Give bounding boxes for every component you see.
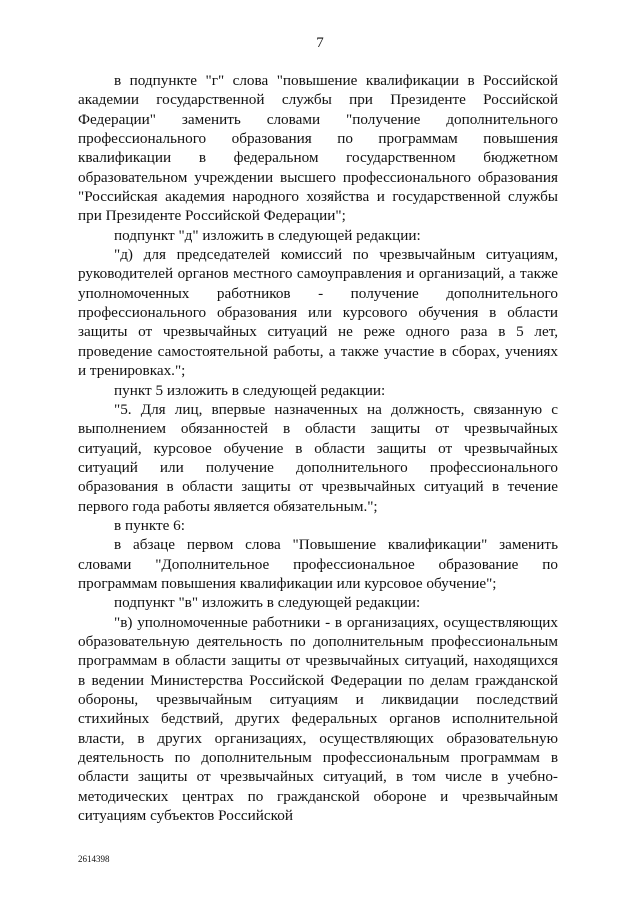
paragraph-subitem-v-text: "в) уполномоченные работники - в организациях, осуществляющих образовательную деятельность по дополнительным профессиональным программам в области защиты от чрезвычайных ситуаций, находящихся в ведении Министерства Российской Федерации по делам гражданской обороны, чрезвычайным ситуациям и ликвидации последствий стихийных бедствий, других федеральных органов исполнительной власти, в других организациях, осуществляющих образовательную деятельность по дополнительным профессиональным программам в области защиты от чрезвычайных ситуаций, в том числе в учебно-методических центрах по гражданской обороне и чрезвычайным ситуациям субъектов Российской bbox=[78, 613, 558, 825]
paragraph-item-5-text: "5. Для лиц, впервые назначенных на должность, связанную с выполнением обязанностей в области защиты от чрезвычайных ситуаций, курсовое обучение в области защиты от чрезвычайных ситуаций или получение дополнительного профессионального образования в области защиты от чрезвычайных ситуаций в течение первого года работы является обязательным."; bbox=[78, 400, 558, 515]
paragraph-subitem-v-intro: подпункт "в" изложить в следующей редакции: bbox=[114, 594, 421, 612]
paragraph-item-6-intro: в пункте 6: bbox=[114, 516, 185, 534]
paragraph-subitem-d-intro: подпункт "д" изложить в следующей редакции: bbox=[114, 226, 421, 244]
document-code: 2614398 bbox=[78, 854, 110, 864]
paragraph-subitem-g-amendment: в подпункте "г" слова "повышение квалификации в Российской академии государственной службы при Президенте Российской Федерации" заменить словами "получение дополнительного профессионального образования по программам повышения квалификации в федеральном государственном бюджетном образовательном учреждении высшего профессионального образования "Российская академия народного хозяйства и государственной службы при Президенте Российской Федерации"; bbox=[78, 72, 558, 225]
paragraph-item-6-first-paragraph: в абзаце первом слова "Повышение квалификации" заменить словами "Дополнительное профессиональное образование по программам повышения квалификации или курсовое обучение"; bbox=[78, 536, 558, 592]
document-body bbox=[78, 71, 558, 825]
paragraph-subitem-d-text: "д) для председателей комиссий по чрезвычайным ситуациям, руководителей органов местного самоуправления и организаций, а также уполномоченных работников - получение дополнительного профессионального образования или курсового обучения в области защиты от чрезвычайных ситуаций не реже одного раза в 5 лет, проведение самостоятельной работы, а также участие в сборах, учениях и тренировках."; bbox=[78, 246, 558, 380]
page-number: 7 bbox=[316, 35, 324, 51]
paragraph-item-5-intro: пункт 5 изложить в следующей редакции: bbox=[114, 381, 386, 399]
